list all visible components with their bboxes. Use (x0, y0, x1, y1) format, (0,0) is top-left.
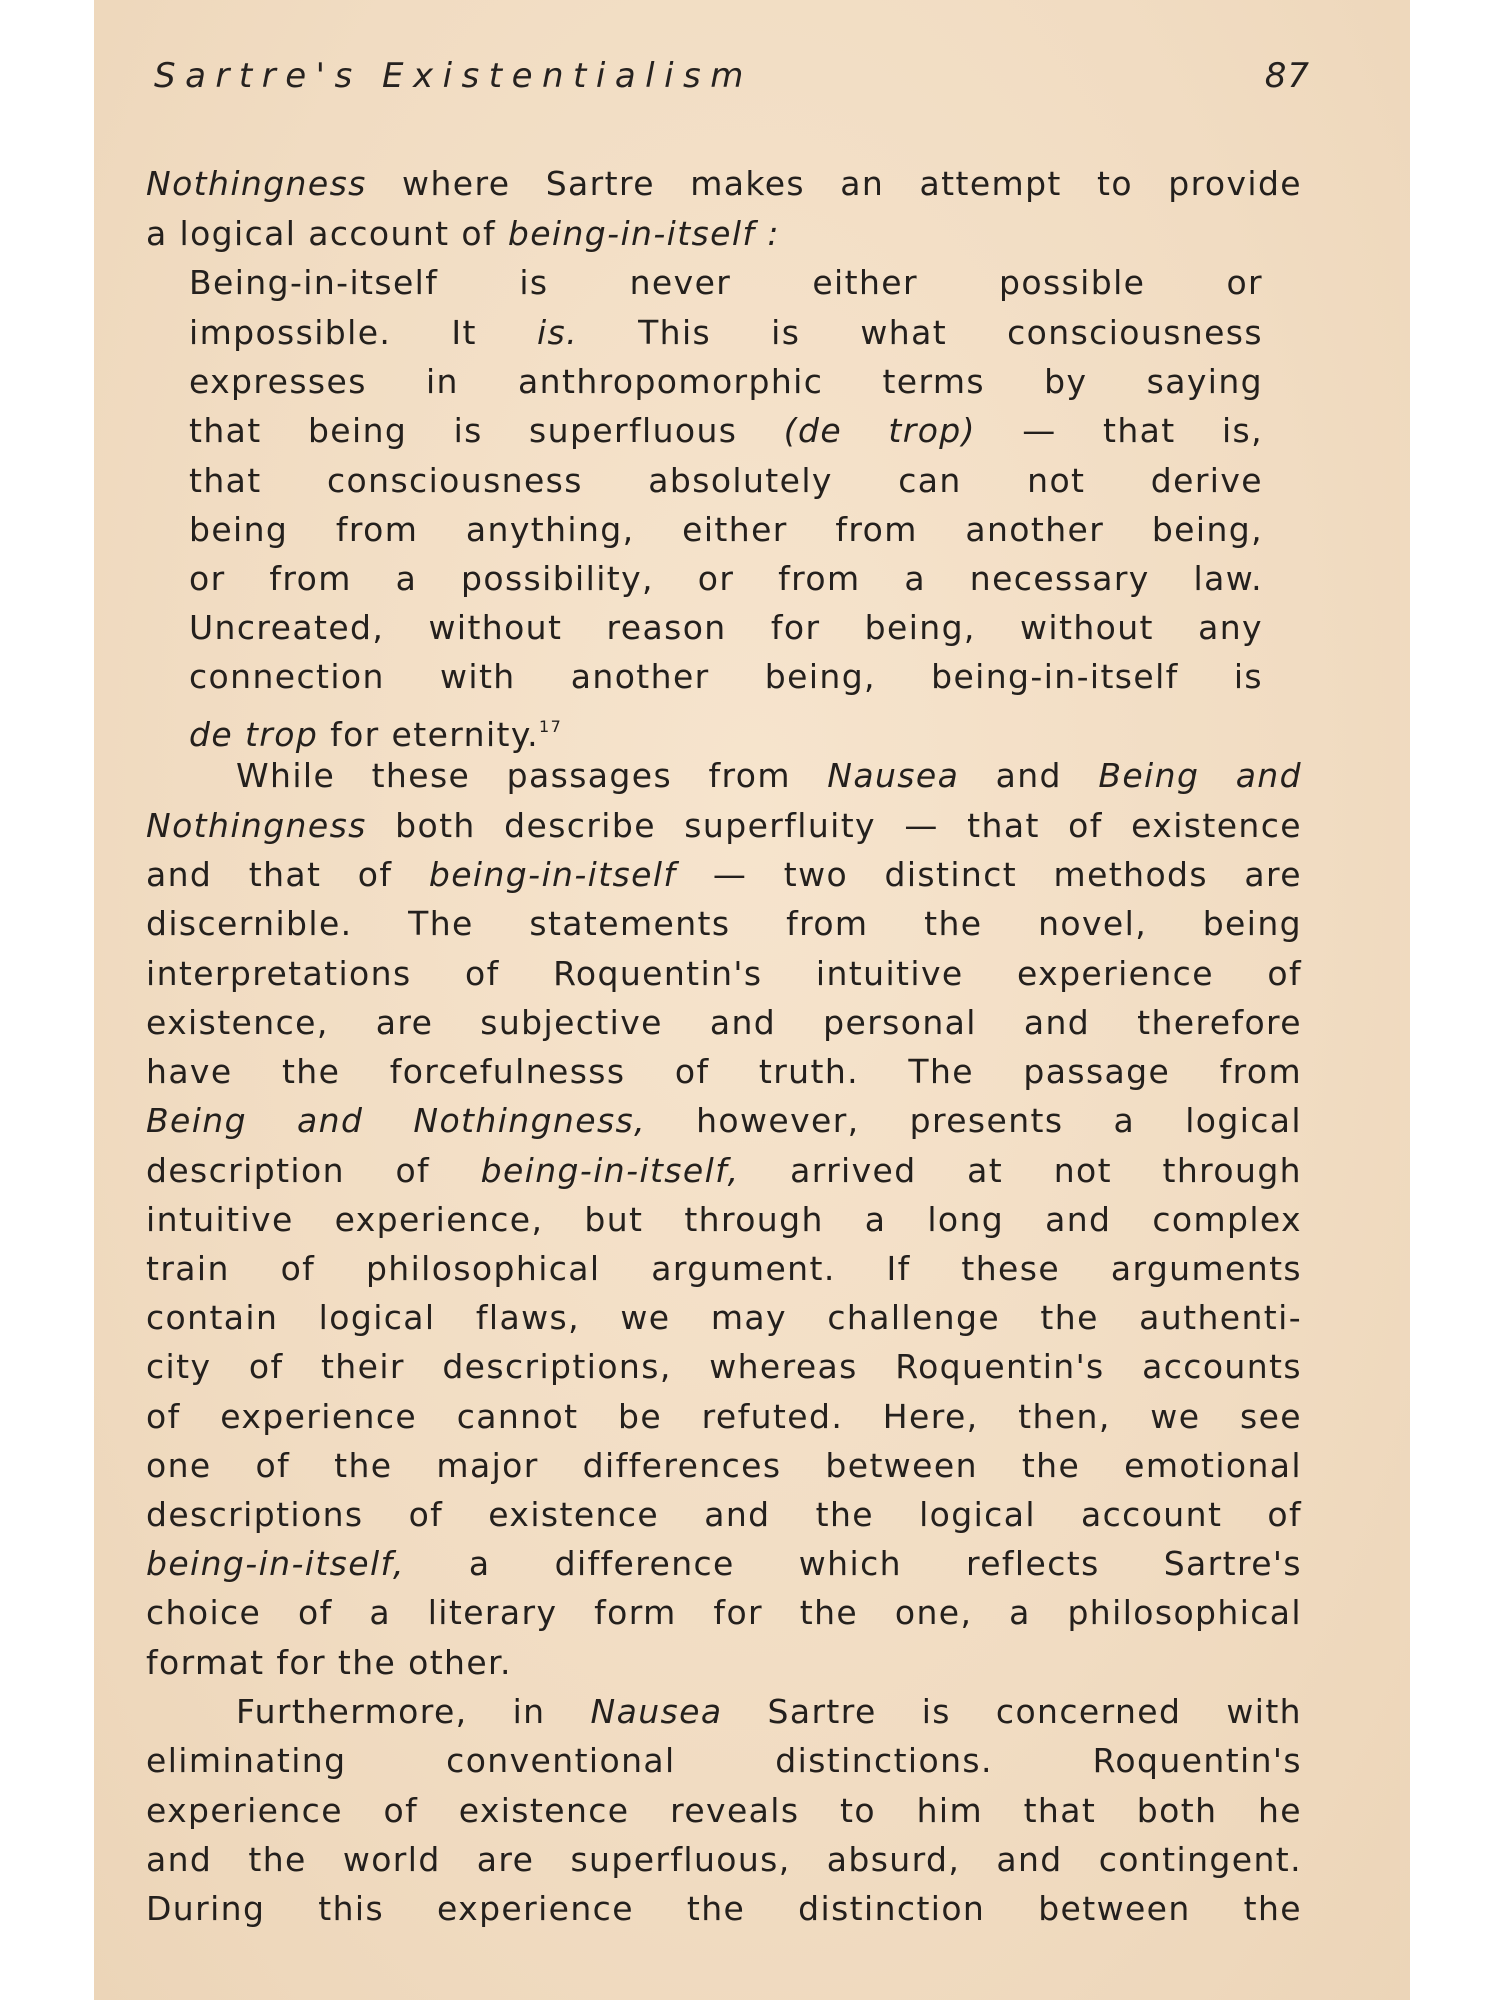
paragraph-line: contain logical flaws, we may challenge the authenti- (146, 1298, 1302, 1337)
quote-line: that being is superfluous (de trop) — that is, (189, 411, 1263, 450)
paragraph-line: have the forcefulnesss of truth. The passage from (146, 1052, 1302, 1091)
quote-line: connection with another being, being-in-itself is (189, 657, 1263, 696)
paragraph-line: of experience cannot be refuted. Here, then, we see (146, 1397, 1302, 1436)
paragraph-line: and the world are superfluous, absurd, and contingent. (146, 1840, 1302, 1879)
paragraph-line: intuitive experience, but through a long and complex (146, 1200, 1302, 1239)
text-line: a logical account of being-in-itself : (146, 214, 780, 253)
quote-line: impossible. It is. This is what consciousness (189, 313, 1263, 352)
page-number: 87 (1264, 56, 1310, 96)
paragraph-line: Being and Nothingness, however, presents a logical (146, 1101, 1302, 1140)
paragraph-line: choice of a literary form for the one, a philosophical (146, 1593, 1302, 1632)
paragraph-line: descriptions of existence and the logical account of (146, 1495, 1302, 1534)
page-header (154, 56, 1310, 106)
book-page (94, 0, 1410, 2000)
paragraph-line: being-in-itself, a difference which reflects Sartre's (146, 1544, 1302, 1583)
quote-line: expresses in anthropomorphic terms by saying (189, 362, 1263, 401)
quote-line: de trop for eternity.$^{17}$ (189, 715, 563, 754)
quote-line: Uncreated, without reason for being, without any (189, 608, 1263, 647)
paragraph-line: experience of existence reveals to him that both he (146, 1791, 1302, 1830)
quote-line: that consciousness absolutely can not derive (189, 461, 1263, 500)
paragraph-line: interpretations of Roquentin's intuitive experience of (146, 954, 1302, 993)
paragraph-line: one of the major differences between the emotional (146, 1446, 1302, 1485)
paragraph-line: format for the other. (146, 1643, 512, 1682)
paragraph-line: train of philosophical argument. If these arguments (146, 1249, 1302, 1288)
running-title: Sartre's Existentialism (154, 56, 753, 96)
paragraph-line: eliminating conventional distinctions. Roquentin's (146, 1741, 1302, 1780)
paragraph-line: and that of being-in-itself — two distinct methods are (146, 855, 1303, 894)
quote-line: or from a possibility, or from a necessary law. (189, 559, 1263, 598)
paragraph-line: Nothingness both describe superfluity — that of existence (146, 806, 1302, 845)
paragraph-line: existence, are subjective and personal and therefore (146, 1003, 1302, 1042)
footnote-ref: 17 (539, 717, 563, 736)
quote-line: being from anything, either from another being, (189, 510, 1263, 549)
paragraph-line: While these passages from Nausea and Being and (236, 756, 1302, 795)
quote-line: Being-in-itself is never either possible or (189, 263, 1263, 302)
paragraph-line: city of their descriptions, whereas Roquentin's accounts (146, 1347, 1302, 1386)
paragraph-line: During this experience the distinction between the (146, 1889, 1302, 1928)
text-line: Nothingness where Sartre makes an attempt to provide (146, 164, 1302, 203)
paragraph-line: Furthermore, in Nausea Sartre is concerned with (236, 1692, 1302, 1731)
paragraph-line: description of being-in-itself, arrived at not through (146, 1151, 1302, 1190)
paragraph-line: discernible. The statements from the novel, being (146, 904, 1302, 943)
